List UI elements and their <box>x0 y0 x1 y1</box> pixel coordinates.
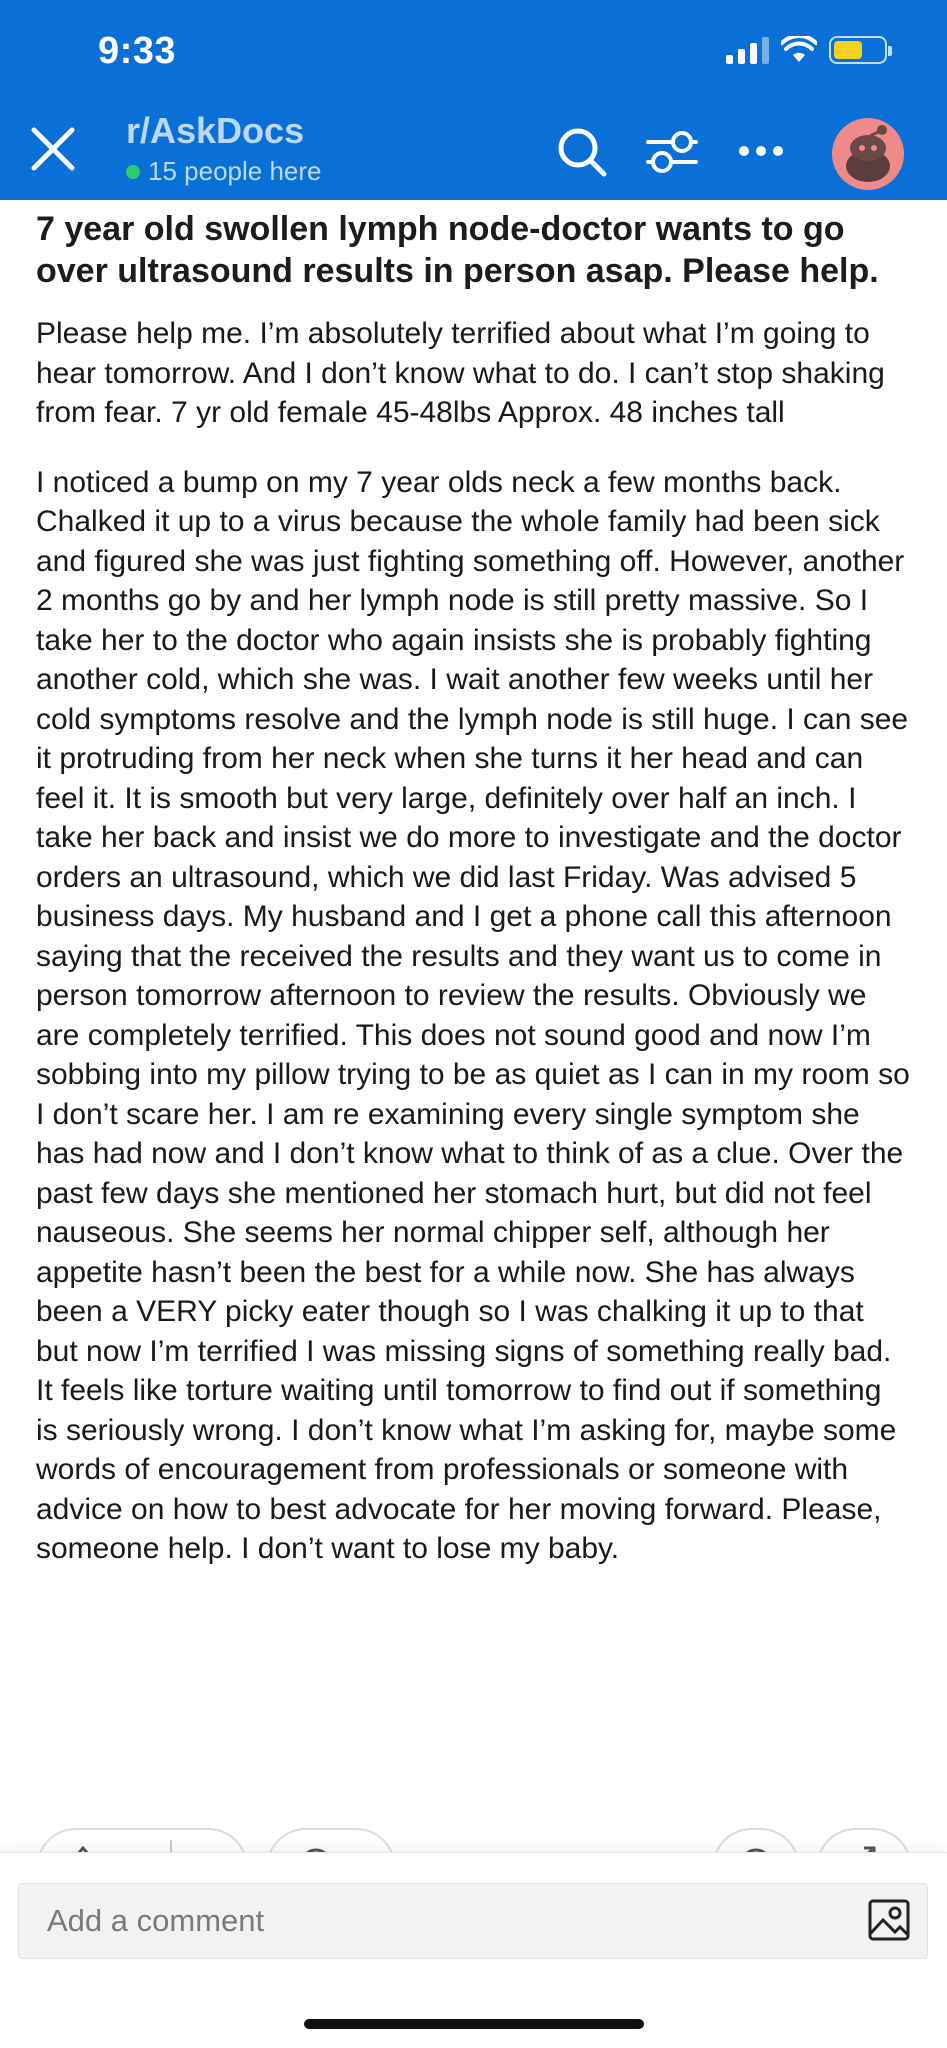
subreddit-name[interactable]: r/AskDocs <box>126 110 305 151</box>
online-dot-icon <box>126 165 140 179</box>
comment-input[interactable] <box>18 1883 928 1959</box>
post-paragraph: Please help me. I’m absolutely terrified about what I’m going to hear tomorrow. And I don’t know what to do. I can’t stop shaking from fear. 7 yr old female 45-48lbs Approx. 48 inches tall <box>36 317 885 429</box>
comment-placeholder: Add a comment <box>47 1903 265 1938</box>
snoo-avatar-icon <box>832 118 904 190</box>
comment-bar <box>0 1852 947 2048</box>
post-paragraph: I noticed a bump on my 7 year olds neck a few months back. Chalked it up to a virus because the whole family had been sick and figured she was just fighting something off. However, another 2 months go by and her lymph node is still pretty massive. So I take her to the doctor who again insists she is probably fighting another cold, which she was. I wait another few weeks until her cold symptoms resolve and the lymph node is still huge. I can see it protruding from her neck when she turns it her head and can feel it. It is smooth but very large, definitely over half an inch. I take her back and insist we do more to investigate and the doctor orders an ultrasound, which we did last Friday. Was advised 5 business days. My husband and I get a phone call this afternoon saying that the received the results and they want us to come in person tomorrow afternoon to review the results. Obviously we are completely terrified. This does not sound good and now I’m sobbing into my pillow trying to be as quiet as I can in my room so I don’t scare her. I am re examining every single symptom she has had now and I don’t know what to think of as a clue. Over the past few days she mentioned her stomach hurt, but did not feel nauseous. She seems her normal chipper self, although her appetite hasn’t been the best for a while now. She has always been a VERY picky eater though so I was chalking it up to that but now I’m terrified I was missing signs of something really bad. It feels like torture waiting until tomorrow to find out if something is seriously wrong. I don’t know what I’m asking for, maybe some words of encouragement from professionals or someone with advice on how to best advocate for her moving forward. Please, someone help. I don’t want to lose my baby. <box>36 465 910 1565</box>
app-header <box>0 0 947 200</box>
online-text: 15 people here <box>148 156 322 186</box>
post-body <box>36 314 911 1569</box>
signal-icon <box>726 36 769 64</box>
status-icons <box>726 36 887 64</box>
avatar[interactable] <box>832 118 904 190</box>
post-content <box>36 208 911 1599</box>
home-indicator[interactable] <box>304 2019 644 2029</box>
wifi-icon <box>781 36 817 64</box>
post-title: 7 year old swollen lymph node-doctor wants to go over ultrasound results in person asap. Please help. <box>36 210 879 290</box>
more-icon[interactable] <box>738 144 784 158</box>
status-time: 9:33 <box>98 30 177 72</box>
filter-icon[interactable] <box>646 128 698 176</box>
online-count <box>126 156 321 187</box>
search-icon[interactable] <box>556 126 608 178</box>
image-icon[interactable] <box>867 1898 911 1942</box>
battery-icon <box>829 36 887 64</box>
close-icon[interactable] <box>30 126 76 172</box>
